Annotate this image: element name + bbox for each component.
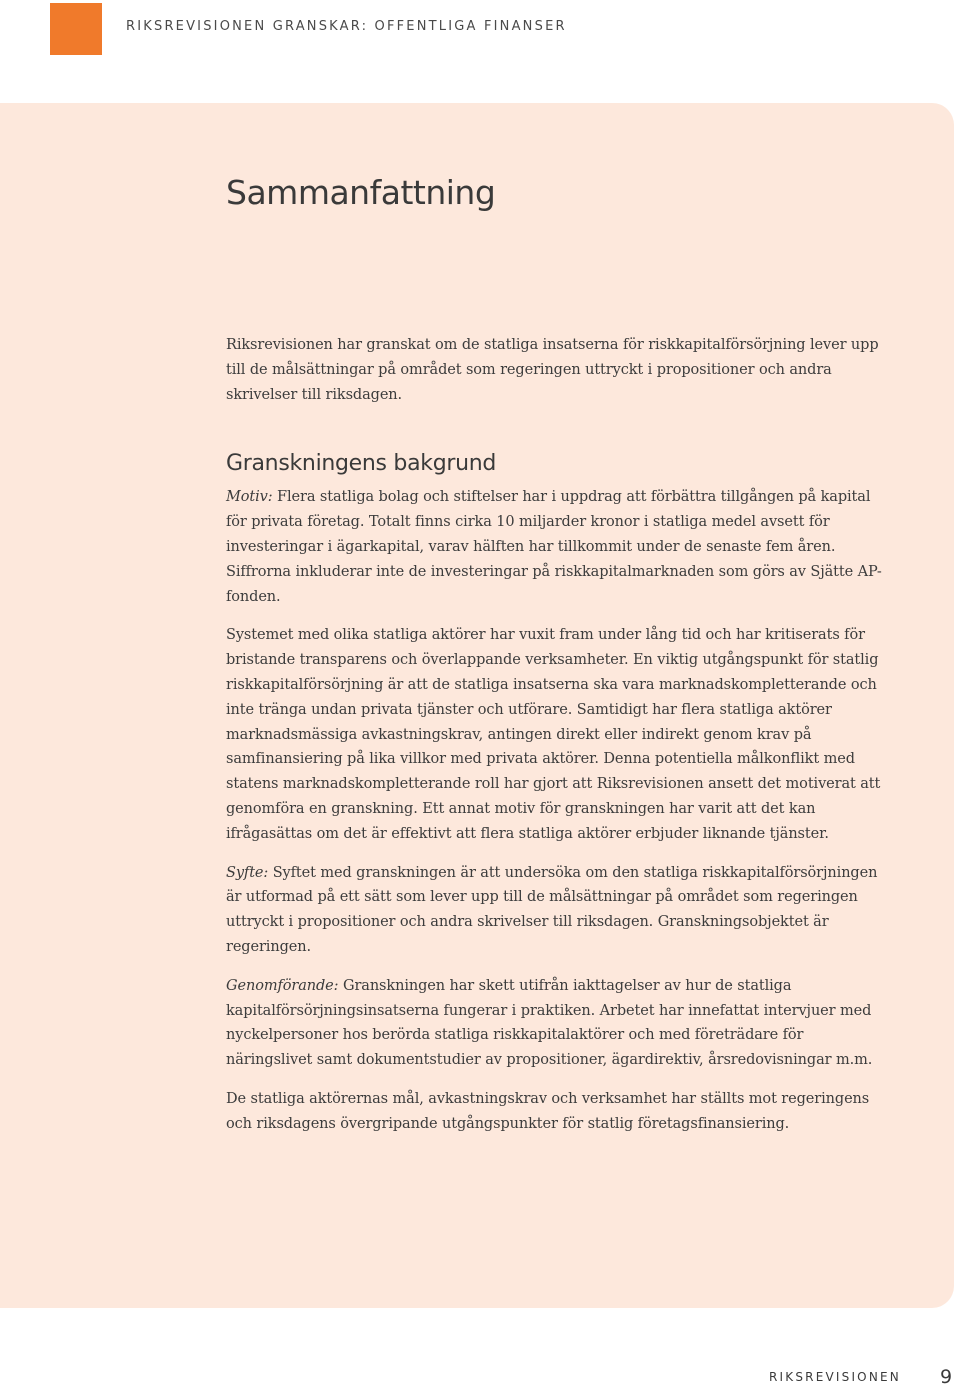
genomforande-label: Genomförande: [226, 977, 339, 994]
summary-content [226, 170, 886, 1137]
genomforande-paragraph [226, 974, 886, 1073]
footer-brand: RIKSREVISIONEN [769, 1370, 901, 1384]
intro-paragraph: Riksrevisionen har granskat om de statliga insatserna för riskkapitalförsörjning lever upp till de målsättningar på området som regeringen uttryckt i propositioner och andra skrivelser till riksdagen. [226, 337, 879, 403]
syfte-paragraph [226, 861, 886, 960]
syfte-label: Syfte: [226, 864, 269, 881]
system-paragraph: Systemet med olika statliga aktörer har vuxit fram under lång tid och har kritiserats för bristande transparens och överlappande verksamheter. En viktig utgångspunkt för statlig riskkapitalförsörjning är att de statliga insatserna ska vara marknadskompletterande och inte tränga undan privata tjänster och utförare. Samtidigt har flera statliga aktörer marknadsmässiga avkastningskrav, antingen direkt eller indirekt genom krav på samfinansiering på lika villkor med privata aktörer. Denna potentiella målkonflikt med statens marknadskompletterande roll har gjort att Riksrevisionen ansett det motiverat att genomföra en granskning. Ett annat motiv för granskningen har varit att det kan ifrågasättas om det är effektivt att flera statliga aktörer erbjuder liknande tjänster. [226, 627, 881, 842]
page-number: 9 [940, 1366, 953, 1388]
motiv-text: Flera statliga bolag och stiftelser har i uppdrag att förbättra tillgången på kapital för privata företag. Totalt finns cirka 10 miljarder kronor i statliga medel avsett för investeringar i ägarkapital, varav hälften har tillkommit under de senaste fem åren. Siffrorna inkluderar inte de investeringar på riskkapitalmarknaden som görs av Sjätte AP-fonden. [226, 489, 882, 605]
running-header: RIKSREVISIONEN GRANSKAR: OFFENTLIGA FINANSER [126, 19, 567, 34]
page-title: Sammanfattning [226, 173, 496, 212]
syfte-text: Syftet med granskningen är att undersöka om den statliga riskkapitalförsörjningen är utformad på ett sätt som lever upp till de målsättningar på området som regeringen uttryckt i propositioner och andra skrivelser till riksdagen. Granskningsobjektet är regeringen. [226, 864, 878, 955]
genomforande-text: Granskningen har skett utifrån iakttagelser av hur de statliga kapitalförsörjningsinsatserna fungerar i praktiken. Arbetet har innefattat intervjuer med nyckelpersoner hos berörda statliga riskkapitalaktörer och med företrädare för näringslivet samt dokumentstudier av propositioner, ägardirektiv, årsredovisningar m.m. [226, 977, 873, 1069]
closing-paragraph: De statliga aktörernas mål, avkastningskrav och verksamhet har ställts mot regeringens och riksdagens övergripande utgångspunkter för statlig företagsfinansiering. [226, 1090, 870, 1132]
motiv-paragraph [226, 485, 886, 609]
brand-color-square [50, 3, 102, 55]
motiv-label: Motiv: [226, 489, 273, 506]
background-heading: Granskningens bakgrund [226, 451, 497, 477]
